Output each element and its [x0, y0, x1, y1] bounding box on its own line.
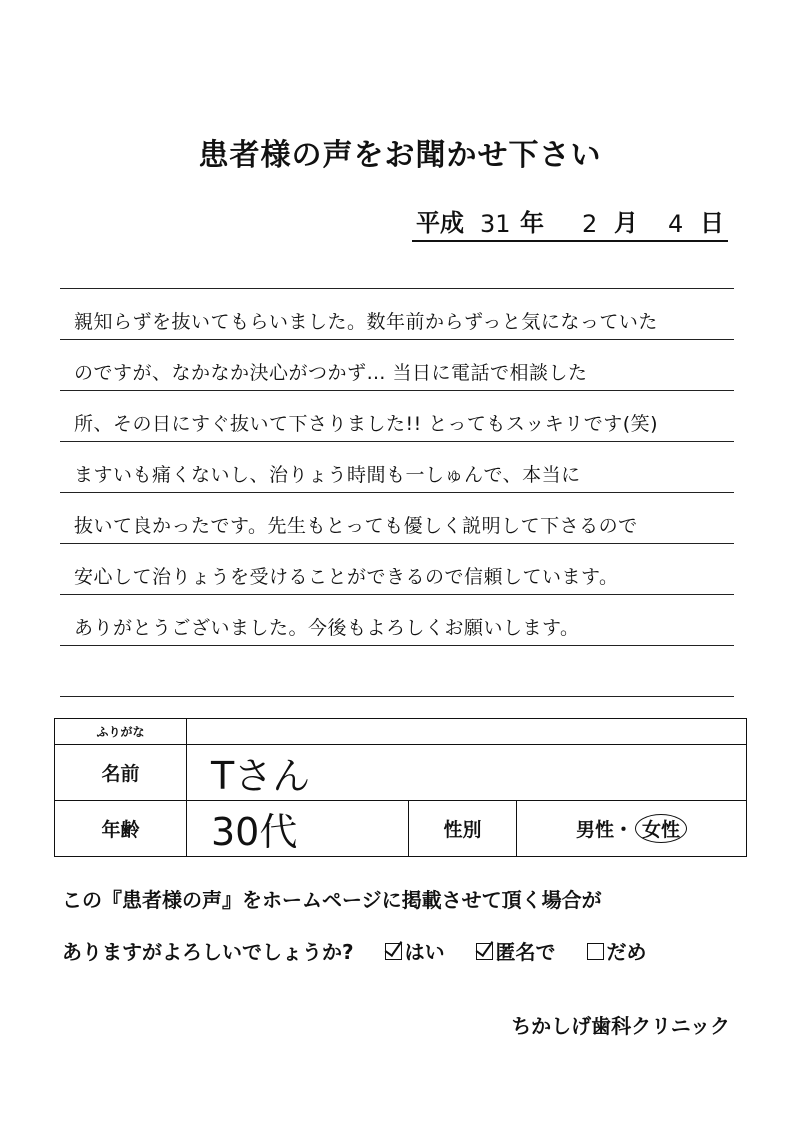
comment-line [60, 390, 734, 442]
comment-line [60, 441, 734, 493]
patient-info-table [54, 718, 747, 857]
gender-male-option[interactable]: 男性 [575, 819, 614, 841]
age-label: 年齢 [55, 801, 187, 857]
comment-text: 安心して治りょうを受けることができるので信頼しています。 [74, 566, 619, 588]
consent-question-line2: ありますがよろしいでしょうか? [62, 940, 354, 964]
date-era: 平成 [416, 209, 464, 237]
comment-text: 親知らずを抜いてもらいました。数年前からずっと気になっていた [74, 311, 658, 333]
furigana-label: ふりがな [55, 719, 187, 745]
date-month: 2 [582, 210, 598, 238]
consent-option-label: 匿名で [495, 940, 556, 964]
comment-line [60, 339, 734, 391]
name-field[interactable]: Tさん [187, 745, 747, 801]
date-month-unit: 月 [614, 209, 638, 237]
consent-option-no[interactable] [587, 940, 647, 964]
page-title: 患者様の声をお聞かせ下さい [198, 138, 602, 173]
age-field[interactable]: 30代 [187, 801, 409, 857]
comment-line [60, 645, 734, 697]
name-label: 名前 [55, 745, 187, 801]
comment-line [60, 696, 734, 697]
date-day: 4 [668, 210, 684, 238]
checkbox-checked-icon[interactable] [476, 943, 493, 960]
consent-option-yes[interactable] [385, 940, 445, 964]
comment-line [60, 594, 734, 646]
comment-line [60, 288, 734, 340]
comment-line [60, 543, 734, 595]
consent-question-line1: この『患者様の声』をホームページに掲載させて頂く場合が [62, 888, 602, 912]
comment-text: のですが、なかなか決心がつかず… 当日に電話で相談した [74, 362, 588, 384]
checkbox-checked-icon[interactable] [385, 943, 402, 960]
date-year: 31 [480, 210, 511, 238]
gender-field[interactable] [517, 801, 747, 857]
date-day-unit: 日 [700, 209, 724, 237]
comment-line [60, 492, 734, 544]
consent-option-anonymous[interactable] [476, 940, 556, 964]
comment-text: 抜いて良かったです。先生もとっても優しく説明して下さるので [74, 515, 638, 537]
consent-option-label: だめ [606, 940, 647, 964]
consent-option-label: はい [404, 940, 445, 964]
furigana-field[interactable] [187, 719, 747, 745]
gender-female-option[interactable]: 女性 [635, 814, 687, 843]
date-field [412, 204, 728, 242]
comment-text: ますいも痛くないし、治りょう時間も一しゅんで、本当に [74, 464, 581, 486]
comment-text: ありがとうございました。今後もよろしくお願いします。 [74, 617, 580, 639]
clinic-name: ちかしげ歯科クリニック [511, 1014, 730, 1038]
consent-question-line2-row [62, 936, 647, 965]
gender-separator: ・ [614, 819, 634, 841]
date-year-unit: 年 [520, 209, 544, 237]
comment-text: 所、その日にすぐ抜いて下さりました!! とってもスッキリです(笑) [74, 413, 659, 435]
gender-label: 性別 [409, 801, 517, 857]
checkbox-empty-icon[interactable] [587, 943, 604, 960]
